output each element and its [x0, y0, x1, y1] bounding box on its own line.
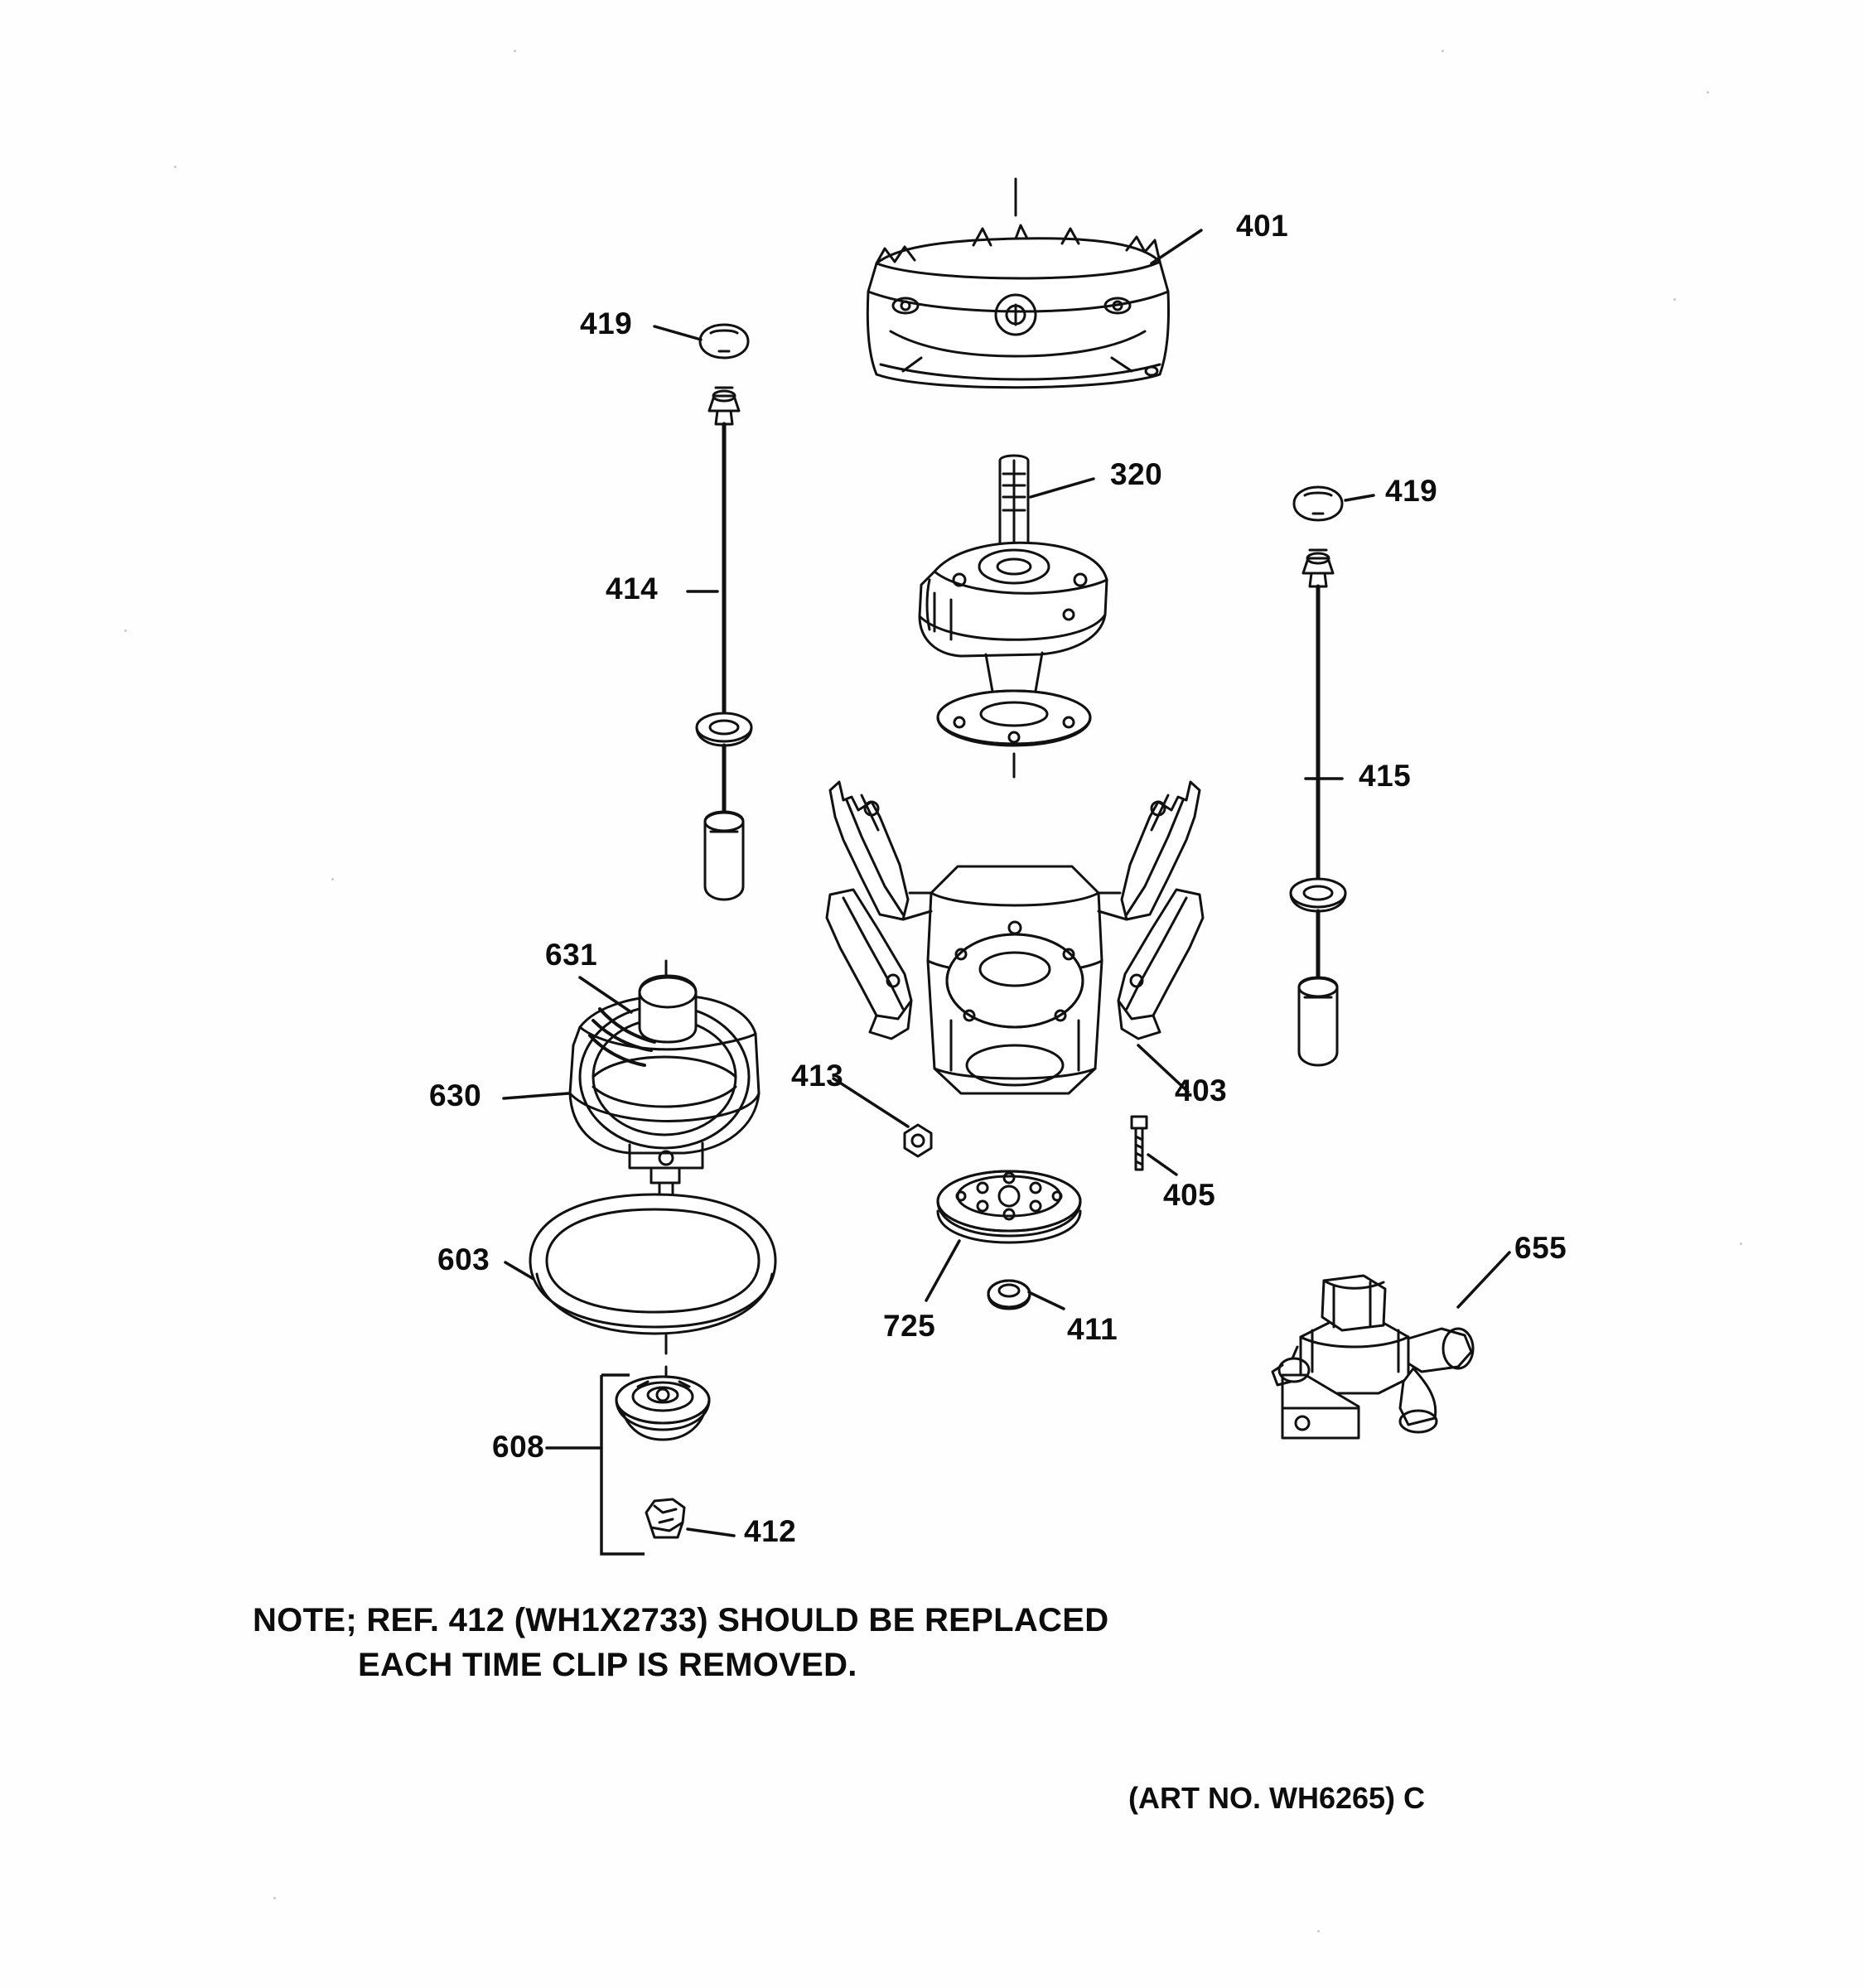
part-tub-cover-401 — [867, 179, 1168, 388]
part-retaining-clip-412 — [646, 1499, 684, 1537]
art-number: (ART NO. WH6265) C — [1128, 1781, 1426, 1815]
callout-608[interactable]: 608 — [492, 1430, 545, 1464]
callout-403[interactable]: 403 — [1175, 1074, 1228, 1107]
scan-speck — [331, 878, 334, 881]
callout-413[interactable]: 413 — [791, 1059, 844, 1093]
scan-speck — [1441, 50, 1444, 52]
callout-405[interactable]: 405 — [1163, 1178, 1216, 1212]
part-suspension-rod-right-415 — [1291, 487, 1345, 1065]
callout-401[interactable]: 401 — [1236, 209, 1289, 243]
part-clutch-nut-413 — [905, 1125, 931, 1156]
scan-speck — [1707, 91, 1709, 94]
callout-320[interactable]: 320 — [1110, 457, 1163, 491]
callout-419-right[interactable]: 419 — [1385, 474, 1438, 508]
part-washer-411 — [988, 1281, 1030, 1309]
callout-655[interactable]: 655 — [1514, 1231, 1567, 1265]
scan-speck — [174, 166, 176, 168]
note-line-1: NOTE; REF. 412 (WH1X2733) SHOULD BE REPLACED — [253, 1602, 1109, 1638]
callout-411[interactable]: 411 — [1067, 1312, 1118, 1346]
part-suspension-rod-left-414 — [697, 325, 751, 900]
callout-412[interactable]: 412 — [744, 1514, 797, 1548]
scan-speck — [514, 50, 516, 52]
part-water-valve-655 — [1272, 1276, 1473, 1438]
scan-speck — [1673, 298, 1676, 301]
part-clutch-725 — [938, 1171, 1080, 1242]
callout-415[interactable]: 415 — [1359, 759, 1412, 793]
scan-speck — [1740, 1242, 1742, 1245]
part-suspension-base-403 — [827, 782, 1203, 1093]
part-drive-belt-603 — [530, 1194, 775, 1334]
callout-631[interactable]: 631 — [545, 938, 598, 972]
part-bolt-405 — [1132, 1117, 1147, 1170]
callout-419-left[interactable]: 419 — [580, 306, 633, 340]
callout-725[interactable]: 725 — [883, 1309, 936, 1343]
part-transmission-320 — [920, 456, 1107, 789]
scan-speck — [124, 630, 127, 632]
callout-414[interactable]: 414 — [606, 572, 659, 606]
scan-speck — [273, 1897, 276, 1899]
part-motor-pulley-608 — [616, 1377, 709, 1440]
callout-630[interactable]: 630 — [429, 1078, 482, 1112]
note-line-2: EACH TIME CLIP IS REMOVED. — [358, 1647, 857, 1683]
callout-603[interactable]: 603 — [437, 1242, 490, 1276]
scan-speck — [1317, 1930, 1320, 1933]
